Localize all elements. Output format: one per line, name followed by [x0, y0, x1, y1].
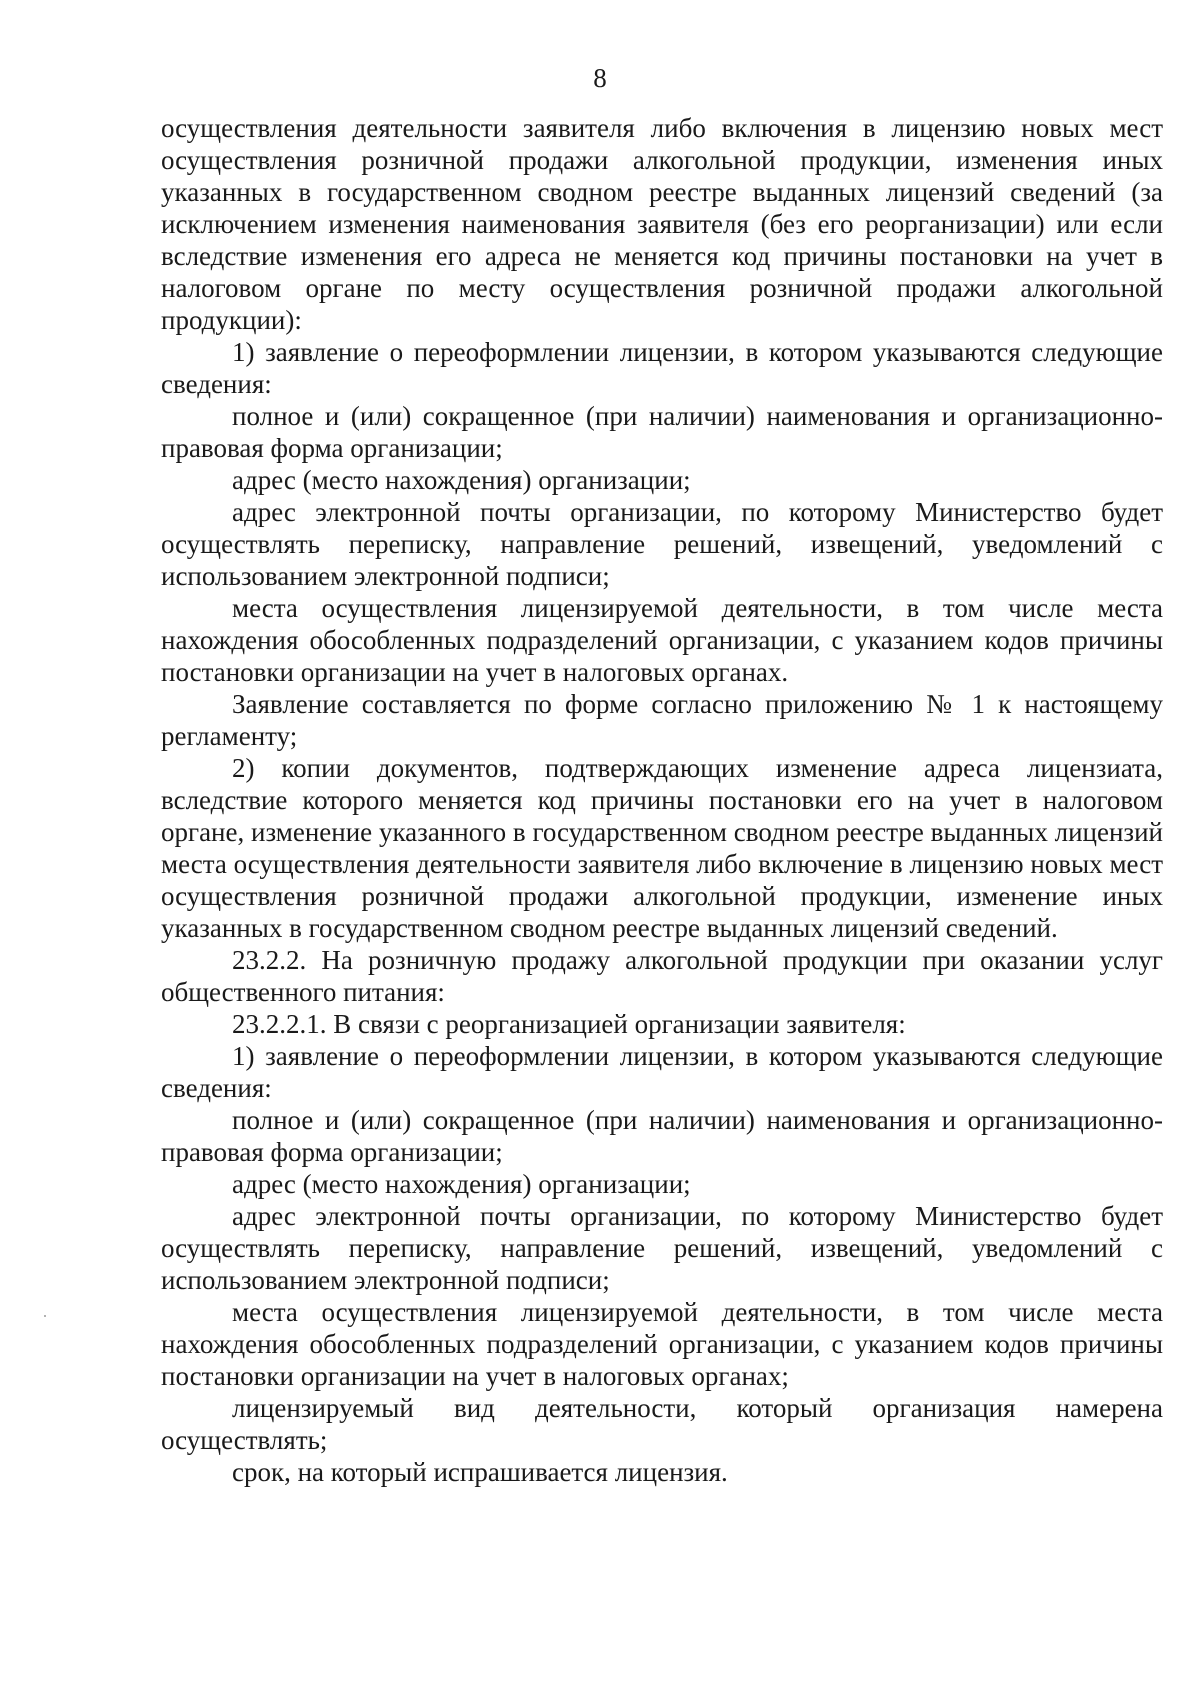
paragraph-license-term: срок, на который испрашивается лицензия. — [232, 1457, 728, 1487]
paragraph-email-address: адрес электронной почты организации, по которому Министерство будет осуществлять переписку, направление решений, извещений, уведомлений с использованием электронной подписи; — [161, 497, 1163, 591]
paragraph-section-23-2-2: 23.2.2. На розничную продажу алкогольной продукции при оказании услуг общественного питания: — [161, 945, 1163, 1007]
paragraph-email-address-second: адрес электронной почты организации, по которому Министерство будет осуществлять переписку, направление решений, извещений, уведомлений с использованием электронной подписи; — [161, 1201, 1163, 1295]
paragraph-application-form: Заявление составляется по форме согласно приложению № 1 к настоящему регламенту; — [161, 689, 1163, 751]
scan-artifact-dot — [44, 1315, 46, 1317]
paragraph-organization-name-second: полное и (или) сокращенное (при наличии) наименования и организационно-правовая форма организации; — [161, 1105, 1163, 1167]
paragraph-item-1-application: 1) заявление о переоформлении лицензии, в котором указываются следующие сведения: — [161, 337, 1163, 399]
paragraph-licensed-activity-type: лицензируемый вид деятельности, который организация намерена осуществлять; — [161, 1393, 1163, 1455]
document-body — [161, 112, 1163, 1488]
paragraph-organization-address-second: адрес (место нахождения) организации; — [232, 1169, 691, 1199]
paragraph-item-2-document-copies: 2) копии документов, подтверждающих изменение адреса лицензиата, вследствие которого меняется код причины постановки его на учет в налоговом органе, изменение указанного в государственном сводном реестре выданных лицензий места осуществления деятельности заявителя либо включение в лицензию новых мест осуществления розничной продажи алкогольной продукции, изменение иных указанных в государственном сводном реестре выданных лицензий сведений. — [161, 753, 1163, 943]
page-number: 8 — [593, 63, 607, 93]
paragraph-activity-locations-second: места осуществления лицензируемой деятельности, в том числе места нахождения обособленных подразделений организации, с указанием кодов причины постановки организации на учет в налоговых органах; — [161, 1297, 1163, 1391]
paragraph-activity-locations: места осуществления лицензируемой деятельности, в том числе места нахождения обособленных подразделений организации, с указанием кодов причины постановки организации на учет в налоговых органах. — [161, 593, 1163, 687]
paragraph-item-1-application-second: 1) заявление о переоформлении лицензии, в котором указываются следующие сведения: — [161, 1041, 1163, 1103]
paragraph-organization-address: адрес (место нахождения) организации; — [232, 465, 691, 495]
paragraph-continuation: осуществления деятельности заявителя либо включения в лицензию новых мест осуществления розничной продажи алкогольной продукции, изменения иных указанных в государственном сводном реестре выданных лицензий сведений (за исключением изменения наименования заявителя (без его реорганизации) или если вследствие изменения его адреса не меняется код причины постановки на учет в налоговом органе по месту осуществления розничной продажи алкогольной продукции): — [161, 113, 1163, 335]
paragraph-section-23-2-2-1: 23.2.2.1. В связи с реорганизацией организации заявителя: — [232, 1009, 906, 1039]
paragraph-organization-name: полное и (или) сокращенное (при наличии) наименования и организационно-правовая форма организации; — [161, 401, 1163, 463]
